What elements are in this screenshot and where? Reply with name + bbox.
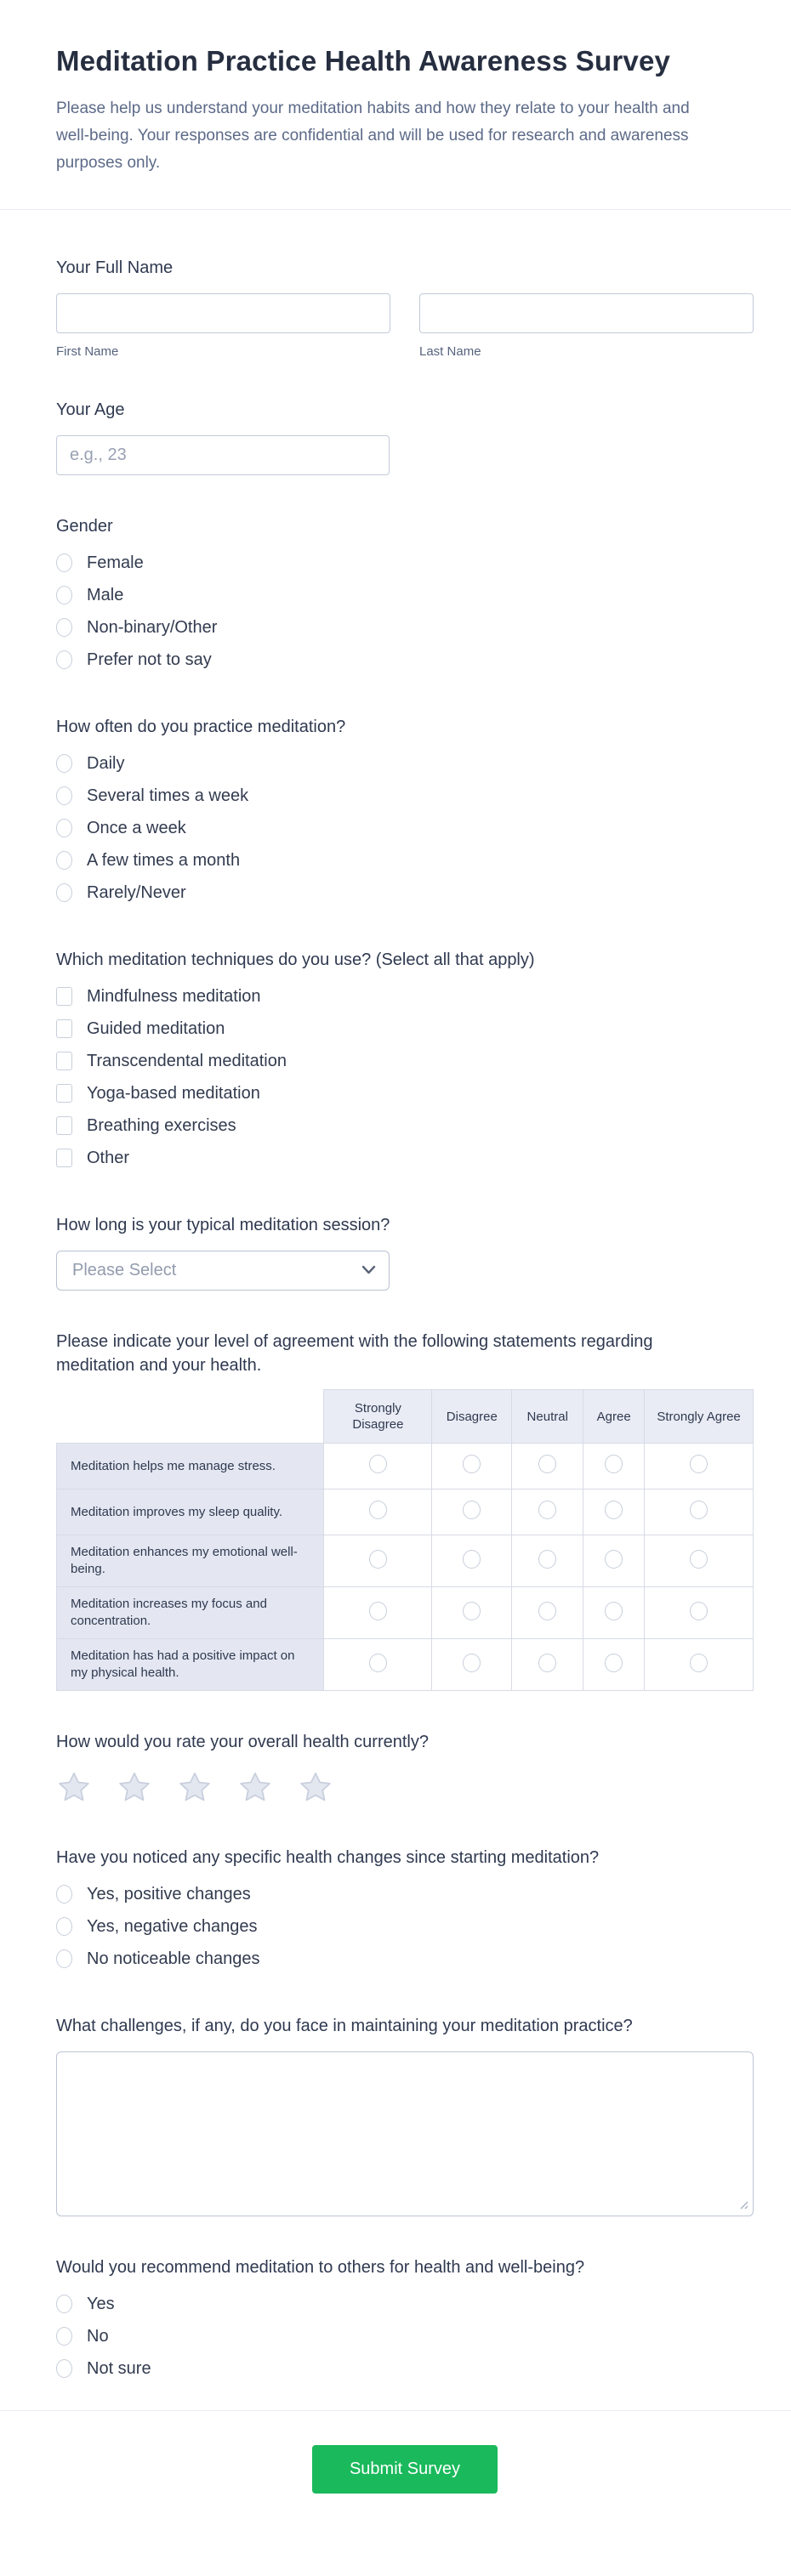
option-label: Breathing exercises — [87, 1116, 236, 1135]
checkbox-icon[interactable] — [56, 1084, 72, 1103]
option-label: Prefer not to say — [87, 650, 212, 669]
checkbox-icon[interactable] — [56, 1019, 72, 1038]
submit-row — [0, 2411, 791, 2533]
option-label: No noticeable changes — [87, 1949, 260, 1968]
option-label: Female — [87, 553, 144, 572]
star-icon[interactable] — [177, 1769, 213, 1807]
challenges-textarea[interactable] — [56, 2051, 754, 2216]
option-label: Non-binary/Other — [87, 618, 218, 637]
matrix-cell[interactable] — [645, 1535, 754, 1587]
matrix-col-header: Strongly Disagree — [324, 1390, 432, 1444]
radio-icon[interactable] — [463, 1602, 481, 1620]
radio-icon[interactable] — [538, 1455, 556, 1473]
radio-option-negative-changes[interactable] — [56, 1910, 754, 1943]
radio-icon[interactable] — [538, 1654, 556, 1672]
option-label: Yes — [87, 2295, 115, 2313]
option-label: Rarely/Never — [87, 883, 186, 902]
matrix-cell[interactable] — [583, 1587, 645, 1639]
radio-icon[interactable] — [605, 1654, 623, 1672]
option-label: Yes, positive changes — [87, 1885, 251, 1904]
radio-icon[interactable] — [690, 1550, 708, 1569]
radio-option-rarely-never[interactable] — [56, 877, 754, 909]
radio-icon[interactable] — [56, 553, 72, 572]
option-label: Yoga-based meditation — [87, 1084, 260, 1103]
option-label: Guided meditation — [87, 1019, 225, 1038]
matrix-row-physical — [57, 1639, 754, 1691]
checkbox-option-mindfulness[interactable] — [56, 980, 754, 1013]
matrix-cell[interactable] — [583, 1444, 645, 1489]
last-name-col — [419, 293, 754, 359]
checkbox-option-yoga[interactable] — [56, 1077, 754, 1109]
question-gender — [56, 514, 754, 676]
radio-option-female[interactable] — [56, 547, 754, 579]
matrix-cell[interactable] — [324, 1535, 432, 1587]
radio-option-yes[interactable] — [56, 2288, 754, 2320]
checkbox-icon[interactable] — [56, 987, 72, 1006]
chevron-down-icon — [361, 1265, 376, 1275]
radio-option-few-month[interactable] — [56, 844, 754, 877]
radio-icon[interactable] — [605, 1501, 623, 1519]
matrix-cell[interactable] — [512, 1587, 583, 1639]
checkbox-option-transcendental[interactable] — [56, 1045, 754, 1077]
question-matrix — [56, 1330, 754, 1691]
question-label: Which meditation techniques do you use? (Select all that apply) — [56, 950, 535, 969]
question-label: Gender — [56, 517, 113, 536]
last-name-sublabel: Last Name — [419, 344, 481, 359]
matrix-row-sleep — [57, 1489, 754, 1535]
question-label: What challenges, if any, do you face in maintaining your meditation practice? — [56, 2017, 633, 2035]
page-title: Meditation Practice Health Awareness Survey — [56, 45, 671, 77]
question-label: Your Age — [56, 400, 125, 419]
radio-icon[interactable] — [56, 650, 72, 669]
option-label: Not sure — [87, 2359, 151, 2378]
checkbox-option-breathing[interactable] — [56, 1109, 754, 1142]
option-label: No — [87, 2327, 109, 2346]
radio-option-several-week[interactable] — [56, 780, 754, 812]
gender-options — [56, 547, 754, 676]
radio-icon[interactable] — [369, 1501, 387, 1519]
question-age — [56, 398, 754, 475]
last-name-input[interactable] — [419, 293, 754, 333]
radio-icon[interactable] — [56, 618, 72, 637]
techniques-options — [56, 980, 754, 1174]
matrix-row-stress — [57, 1444, 754, 1489]
frequency-options — [56, 747, 754, 909]
form-header — [0, 0, 791, 210]
checkbox-icon[interactable] — [56, 1052, 72, 1070]
radio-icon[interactable] — [56, 1917, 72, 1936]
radio-icon[interactable] — [56, 2327, 72, 2346]
matrix-cell[interactable] — [645, 1639, 754, 1691]
radio-icon[interactable] — [56, 819, 72, 837]
duration-select[interactable] — [56, 1251, 390, 1291]
matrix-cell[interactable] — [432, 1489, 512, 1535]
question-challenges — [56, 2014, 754, 2216]
radio-option-once-week[interactable] — [56, 812, 754, 844]
first-name-col — [56, 293, 390, 359]
agreement-matrix — [56, 1389, 754, 1691]
matrix-cell[interactable] — [583, 1489, 645, 1535]
radio-icon[interactable] — [56, 1949, 72, 1968]
matrix-col-header: Strongly Agree — [645, 1390, 754, 1444]
question-full-name — [56, 256, 754, 359]
checkbox-option-other[interactable] — [56, 1142, 754, 1174]
star-rating — [56, 1769, 754, 1807]
star-icon[interactable] — [117, 1769, 152, 1807]
radio-icon[interactable] — [56, 851, 72, 870]
question-health-changes — [56, 1846, 754, 1975]
matrix-row-label: Meditation helps me manage stress. — [57, 1444, 324, 1489]
question-label: Please indicate your level of agreement with the following statements regarding meditation and your health. — [56, 1332, 653, 1375]
changes-options — [56, 1878, 754, 1975]
form-description: Please help us understand your meditation habits and how they relate to your health and well-being. Your responses are confidential and will be used for research and awareness purposes only. — [56, 99, 690, 172]
select-placeholder: Please Select — [72, 1261, 177, 1279]
matrix-cell[interactable] — [645, 1587, 754, 1639]
radio-icon[interactable] — [369, 1455, 387, 1473]
matrix-corner-cell — [57, 1390, 324, 1444]
radio-icon[interactable] — [463, 1501, 481, 1519]
challenges-textarea-wrap — [56, 2051, 754, 2216]
option-label: Other — [87, 1149, 130, 1167]
radio-icon[interactable] — [56, 2359, 72, 2378]
radio-icon[interactable] — [690, 1501, 708, 1519]
star-icon[interactable] — [56, 1769, 92, 1807]
radio-icon[interactable] — [605, 1550, 623, 1569]
radio-icon[interactable] — [56, 1885, 72, 1904]
radio-option-no-changes[interactable] — [56, 1943, 754, 1975]
option-label: Several times a week — [87, 786, 249, 805]
matrix-cell[interactable] — [512, 1444, 583, 1489]
question-label: How long is your typical meditation session? — [56, 1216, 390, 1234]
matrix-cell[interactable] — [432, 1587, 512, 1639]
question-label: How would you rate your overall health currently? — [56, 1733, 429, 1751]
question-frequency — [56, 715, 754, 909]
checkbox-icon[interactable] — [56, 1116, 72, 1135]
radio-icon[interactable] — [56, 2295, 72, 2313]
radio-icon[interactable] — [56, 586, 72, 604]
matrix-cell[interactable] — [324, 1489, 432, 1535]
matrix-cell[interactable] — [512, 1535, 583, 1587]
question-health-rating — [56, 1730, 754, 1807]
age-input[interactable] — [56, 435, 390, 475]
radio-icon[interactable] — [690, 1455, 708, 1473]
radio-option-prefer-not-say[interactable] — [56, 644, 754, 676]
checkbox-option-guided[interactable] — [56, 1013, 754, 1045]
radio-option-not-sure[interactable] — [56, 2352, 754, 2385]
question-duration — [56, 1213, 754, 1291]
radio-icon[interactable] — [56, 754, 72, 773]
question-label: Your Full Name — [56, 258, 174, 277]
matrix-cell[interactable] — [583, 1639, 645, 1691]
radio-icon[interactable] — [538, 1501, 556, 1519]
radio-option-no[interactable] — [56, 2320, 754, 2352]
matrix-cell[interactable] — [645, 1489, 754, 1535]
first-name-input[interactable] — [56, 293, 390, 333]
name-fields-row — [56, 293, 754, 359]
radio-option-daily[interactable] — [56, 747, 754, 780]
matrix-row-emotional — [57, 1535, 754, 1587]
radio-icon[interactable] — [538, 1550, 556, 1569]
radio-icon[interactable] — [369, 1654, 387, 1672]
checkbox-icon[interactable] — [56, 1149, 72, 1167]
option-label: A few times a month — [87, 851, 241, 870]
star-icon[interactable] — [298, 1769, 333, 1807]
radio-icon[interactable] — [463, 1654, 481, 1672]
matrix-cell[interactable] — [432, 1444, 512, 1489]
radio-icon[interactable] — [463, 1455, 481, 1473]
matrix-col-header: Neutral — [512, 1390, 583, 1444]
submit-button[interactable]: Submit Survey — [312, 2445, 498, 2494]
radio-icon[interactable] — [56, 786, 72, 805]
matrix-cell[interactable] — [324, 1444, 432, 1489]
question-label: Have you noticed any specific health changes since starting meditation? — [56, 1848, 600, 1867]
radio-icon[interactable] — [56, 883, 72, 902]
matrix-header-row — [57, 1390, 754, 1444]
option-label: Daily — [87, 754, 125, 773]
question-recommend — [56, 2255, 754, 2385]
radio-icon[interactable] — [690, 1654, 708, 1672]
matrix-cell[interactable] — [645, 1444, 754, 1489]
question-label: Would you recommend meditation to others for health and well-being? — [56, 2258, 585, 2277]
matrix-cell[interactable] — [324, 1587, 432, 1639]
radio-option-positive-changes[interactable] — [56, 1878, 754, 1910]
radio-icon[interactable] — [605, 1602, 623, 1620]
matrix-row-label: Meditation has had a positive impact on my physical health. — [57, 1639, 324, 1691]
question-techniques — [56, 948, 754, 1174]
option-label: Male — [87, 586, 124, 604]
matrix-row-label: Meditation improves my sleep quality. — [57, 1489, 324, 1535]
matrix-cell[interactable] — [432, 1535, 512, 1587]
radio-icon[interactable] — [690, 1602, 708, 1620]
matrix-row-label: Meditation increases my focus and concentration. — [57, 1587, 324, 1639]
matrix-cell[interactable] — [583, 1535, 645, 1587]
matrix-cell[interactable] — [512, 1489, 583, 1535]
radio-icon[interactable] — [463, 1550, 481, 1569]
radio-icon[interactable] — [605, 1455, 623, 1473]
radio-icon[interactable] — [538, 1602, 556, 1620]
matrix-row-focus — [57, 1587, 754, 1639]
question-label: How often do you practice meditation? — [56, 718, 346, 736]
recommend-options — [56, 2288, 754, 2385]
option-label: Transcendental meditation — [87, 1052, 287, 1070]
form-body — [0, 256, 791, 2385]
matrix-row-label: Meditation enhances my emotional well-being. — [57, 1535, 324, 1587]
matrix-col-header: Disagree — [432, 1390, 512, 1444]
radio-icon[interactable] — [369, 1602, 387, 1620]
option-label: Yes, negative changes — [87, 1917, 258, 1936]
matrix-col-header: Agree — [583, 1390, 645, 1444]
radio-option-male[interactable] — [56, 579, 754, 611]
radio-icon[interactable] — [369, 1550, 387, 1569]
matrix-cell[interactable] — [512, 1639, 583, 1691]
first-name-sublabel: First Name — [56, 344, 119, 359]
matrix-cell[interactable] — [324, 1639, 432, 1691]
option-label: Mindfulness meditation — [87, 987, 261, 1006]
matrix-cell[interactable] — [432, 1639, 512, 1691]
radio-option-nonbinary[interactable] — [56, 611, 754, 644]
option-label: Once a week — [87, 819, 186, 837]
star-icon[interactable] — [237, 1769, 273, 1807]
